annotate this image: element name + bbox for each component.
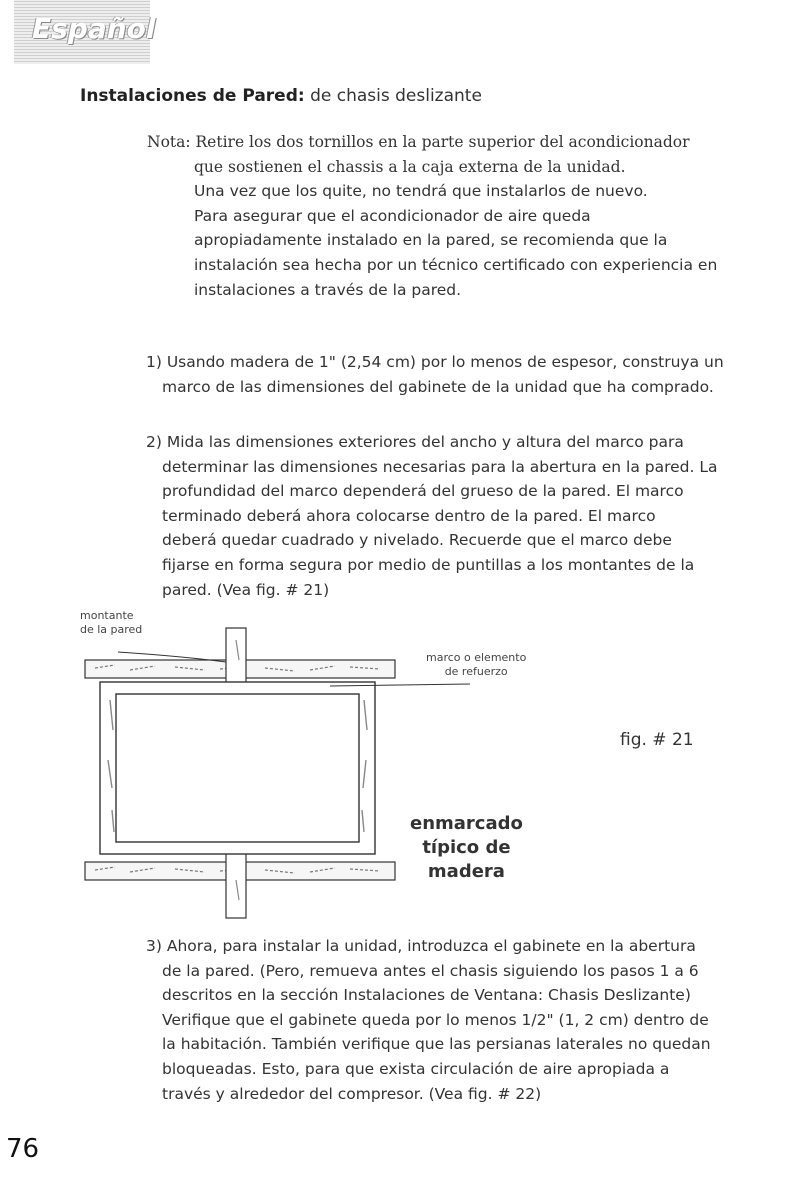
step-line: 2) Mida las dimensiones exteriores del ancho y altura del marco para bbox=[146, 433, 684, 451]
note-line: Para asegurar que el acondicionador de aire queda bbox=[194, 206, 591, 225]
stud-label bbox=[80, 609, 142, 637]
step-line: deberá quedar cuadrado y nivelado. Recuerde que el marco debe bbox=[162, 531, 672, 550]
step-line: 3) Ahora, para instalar la unidad, introduzca el gabinete en la abertura bbox=[146, 937, 696, 955]
note-line: Nota: Retire los dos tornillos en la parte superior del acondicionador bbox=[147, 133, 690, 151]
wood-frame bbox=[100, 682, 375, 854]
note-line: apropiadamente instalado en la pared, se recomienda que la bbox=[194, 231, 668, 250]
figure-caption bbox=[410, 812, 523, 884]
section-heading-bold: Instalaciones de Pared: bbox=[80, 86, 305, 106]
step-line: descritos en la sección Instalaciones de Ventana: Chasis Deslizante) bbox=[162, 986, 691, 1005]
note-line: instalación sea hecha por un técnico certificado con experiencia en bbox=[194, 255, 718, 274]
step-line: pared. (Vea fig. # 21) bbox=[162, 580, 330, 599]
step-line: profundidad del marco dependerá del grueso de la pared. El marco bbox=[162, 482, 684, 501]
stud-label-line-1: montante bbox=[80, 609, 134, 622]
step-line: determinar las dimensiones necesarias para la abertura en la pared. La bbox=[162, 457, 718, 476]
step-line: Verifique que el gabinete queda por lo menos 1/2" (1, 2 cm) dentro de bbox=[162, 1010, 709, 1029]
step-line: 1) Usando madera de 1" (2,54 cm) por lo menos de espesor, construya un bbox=[146, 353, 724, 371]
note-line: que sostienen el chassis a la caja externa de la unidad. bbox=[194, 157, 626, 176]
figure-caption-line-1: enmarcado bbox=[410, 813, 523, 834]
note-line: instalaciones a través de la pared. bbox=[194, 280, 462, 299]
figure-caption-line-3: madera bbox=[427, 861, 505, 882]
step-line: terminado deberá ahora colocarse dentro de la pared. El marco bbox=[162, 506, 656, 525]
figure-number: fig. # 21 bbox=[620, 730, 694, 750]
frame-label bbox=[426, 651, 526, 679]
step-line: la habitación. También verifique que las persianas laterales no quedan bbox=[162, 1035, 711, 1054]
step-line: marco de las dimensiones del gabinete de la unidad que ha comprado. bbox=[162, 377, 714, 396]
language-tab-label: Español bbox=[32, 12, 156, 45]
step-3 bbox=[146, 934, 746, 1106]
frame-label-line-1: marco o elemento bbox=[426, 651, 527, 664]
step-line: través y alrededor del compresor. (Vea fig. # 22) bbox=[162, 1084, 542, 1103]
step-line: bloqueadas. Esto, para que exista circulación de aire apropiada a bbox=[162, 1059, 670, 1078]
frame-label-line-2: de refuerzo bbox=[444, 665, 508, 678]
page-number: 76 bbox=[6, 1134, 40, 1164]
figure-caption-line-2: típico de bbox=[422, 837, 511, 858]
section-heading-rest: de chasis deslizante bbox=[304, 86, 482, 106]
note-line: Una vez que los quite, no tendrá que instalarlos de nuevo. bbox=[194, 182, 648, 201]
step-line: fijarse en forma segura por medio de puntillas a los montantes de la bbox=[162, 555, 695, 574]
step-line: de la pared. (Pero, remueva antes el chasis siguiendo los pasos 1 a 6 bbox=[162, 961, 699, 980]
stud-label-line-2: de la pared bbox=[80, 623, 143, 636]
